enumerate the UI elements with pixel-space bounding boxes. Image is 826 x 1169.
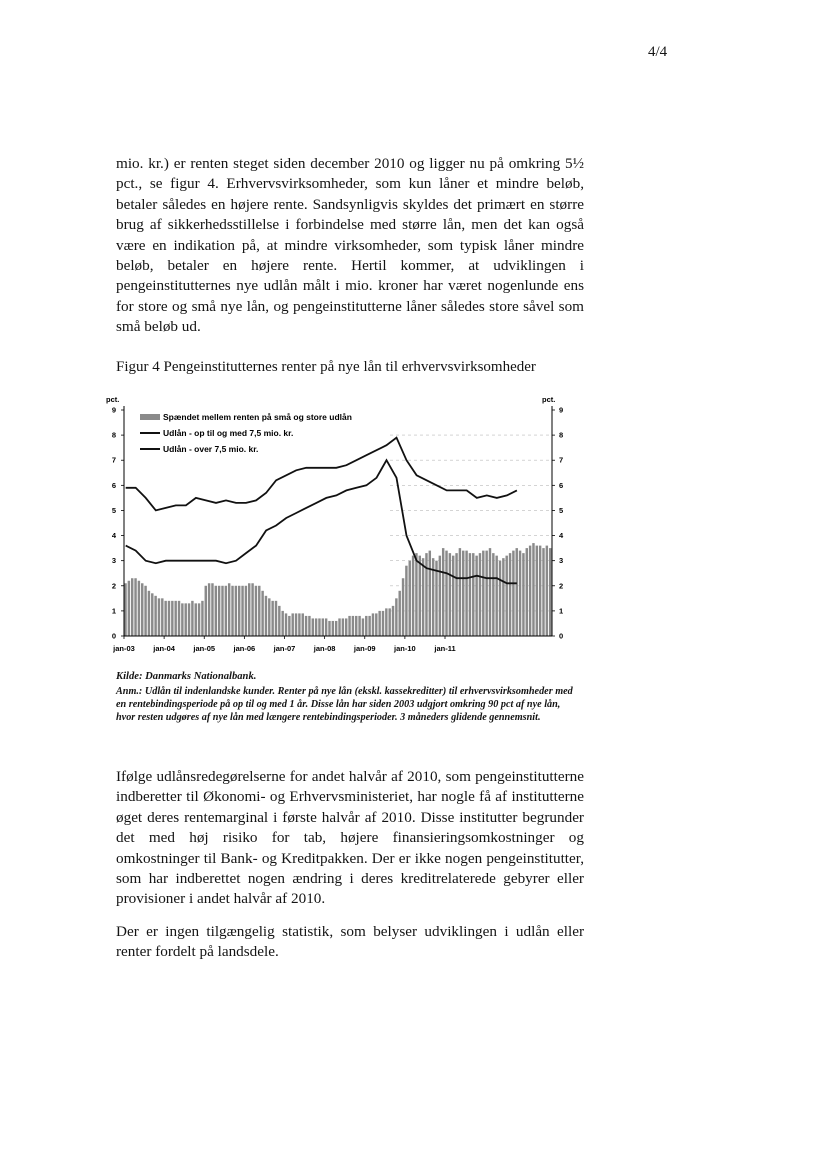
spread-bar <box>412 556 414 636</box>
x-tick-label: jan-07 <box>273 644 296 653</box>
spread-bar <box>382 611 384 636</box>
spread-bar <box>124 583 126 636</box>
x-tick-label: jan-11 <box>434 644 456 653</box>
x-tick-label: jan-03 <box>113 644 135 653</box>
spread-bar <box>141 583 143 636</box>
spread-bar <box>335 621 337 636</box>
spread-bar <box>271 601 273 636</box>
page-number: 4/4 <box>648 44 668 60</box>
spread-bar <box>161 598 163 636</box>
spread-bar <box>442 548 444 636</box>
spread-bar <box>489 548 491 636</box>
spread-bar <box>278 606 280 636</box>
spread-bar <box>241 586 243 636</box>
spread-bar <box>328 621 330 636</box>
spread-bar <box>291 613 293 636</box>
y-unit-left: pct. <box>106 395 120 404</box>
spread-bar <box>235 586 237 636</box>
spread-bar <box>395 598 397 636</box>
spread-bar <box>298 613 300 636</box>
spread-bar <box>465 551 467 636</box>
spread-bar <box>171 601 173 636</box>
spread-bar <box>429 551 431 636</box>
spread-bar <box>211 583 213 636</box>
spread-bar <box>355 616 357 636</box>
y-tick-label-right: 1 <box>559 606 564 616</box>
spread-bar <box>308 616 310 636</box>
spread-bar <box>546 546 548 636</box>
legend-label-small: Udlån - op til og med 7,5 mio. kr. <box>163 428 294 438</box>
spread-bar <box>285 613 287 636</box>
spread-bar <box>168 601 170 636</box>
spread-bar <box>151 593 153 636</box>
spread-bar <box>542 548 544 636</box>
spread-bar <box>472 553 474 636</box>
paragraph-regional-statistics: Der er ingen tilgængelig statistik, som belyser udviklingen i udlån eller renter fordelt på landsdele. <box>116 923 584 961</box>
spread-bar <box>505 556 507 636</box>
spread-bar <box>261 591 263 636</box>
spread-bar <box>228 583 230 636</box>
x-tick-label: jan-09 <box>353 644 376 653</box>
spread-bar <box>459 548 461 636</box>
y-tick-label-right: 3 <box>559 556 564 566</box>
spread-bar <box>495 556 497 636</box>
figure-note: Anm.: Udlån til indenlandske kunder. Renter på nye lån (ekskl. kassekreditter) til erhvervsvirksomheder med en rentebindingsperiode på op til og med 1 år. Disse lån har siden 2003 udgjort omkring 90 pct af nye lån, hvor resten udgøres af nye lån med længere rentebindingsperioder. 3 måneders glidende gennemsnit. <box>116 686 573 723</box>
legend-label-spread: Spændet mellem renten på små og store udlån <box>163 412 352 422</box>
spread-bar <box>358 616 360 636</box>
spread-bar <box>375 613 377 636</box>
spread-bar <box>221 586 223 636</box>
y-tick-label-right: 2 <box>559 581 564 591</box>
spread-bar <box>422 558 424 636</box>
y-tick-label-right: 4 <box>559 531 564 541</box>
spread-bar <box>402 578 404 636</box>
spread-bar <box>392 606 394 636</box>
spread-bar <box>502 558 504 636</box>
y-tick-label-right: 6 <box>559 480 564 490</box>
spread-bar <box>288 616 290 636</box>
spread-bar <box>342 618 344 636</box>
y-tick-label-left: 6 <box>111 480 116 490</box>
spread-bar <box>188 603 190 636</box>
figure-title: Figur 4 Pengeinstitutternes renter på nye lån til erhvervsvirksomheder <box>116 359 536 375</box>
y-tick-label-left: 4 <box>111 531 116 541</box>
spread-bar <box>479 553 481 636</box>
spread-bar <box>134 578 136 636</box>
spread-bar <box>265 596 267 636</box>
spread-bar <box>245 586 247 636</box>
y-tick-label-left: 5 <box>111 505 116 515</box>
spread-bar <box>492 553 494 636</box>
spread-bar <box>362 618 364 636</box>
spread-bar <box>195 603 197 636</box>
spread-bar <box>138 581 140 636</box>
chart-legend <box>140 412 352 454</box>
spread-bar <box>522 553 524 636</box>
spread-bar <box>174 601 176 636</box>
spread-bar <box>215 586 217 636</box>
y-tick-label-right: 8 <box>559 430 564 440</box>
spread-bar <box>131 578 133 636</box>
y-tick-label-left: 8 <box>111 430 116 440</box>
spread-bar <box>485 551 487 636</box>
interest-rate-chart <box>100 392 590 660</box>
spread-bar <box>368 616 370 636</box>
spread-bar <box>218 586 220 636</box>
spread-bar <box>509 553 511 636</box>
spread-bar <box>445 551 447 636</box>
spread-bar <box>275 601 277 636</box>
spread-bar <box>205 586 207 636</box>
spread-bar <box>231 586 233 636</box>
spread-bar <box>258 586 260 636</box>
spread-bar <box>455 553 457 636</box>
spread-bar <box>536 546 538 636</box>
spread-bar <box>322 618 324 636</box>
spread-bar <box>325 618 327 636</box>
spread-bar <box>201 601 203 636</box>
spread-bar <box>305 616 307 636</box>
spread-bar <box>178 601 180 636</box>
spread-bar <box>526 548 528 636</box>
spread-bar <box>378 611 380 636</box>
spread-bar <box>158 598 160 636</box>
spread-bar <box>385 608 387 636</box>
x-tick-label: jan-06 <box>233 644 256 653</box>
spread-bar <box>439 556 441 636</box>
spread-bar <box>312 618 314 636</box>
spread-bar <box>295 613 297 636</box>
y-tick-label-left: 1 <box>111 606 116 616</box>
spread-bar <box>462 551 464 636</box>
spread-bar <box>348 616 350 636</box>
spread-bar <box>154 596 156 636</box>
y-tick-label-right: 7 <box>559 455 564 465</box>
spread-bar <box>164 601 166 636</box>
spread-bar <box>251 583 253 636</box>
spread-bar <box>449 553 451 636</box>
paragraph-lending-reports: Ifølge udlånsredegørelserne for andet halvår af 2010, som pengeinstitutterne indberetter til Økonomi- og Erhvervsministeriet, har nogle få af institutterne øget deres rentemarginal i første halvår af 2010. Disse institutter begrunder det med høj risiko for tab, højere finansieringsomkostninger og omkostninger til Bank- og Kreditpakken. Der er ikke nogen pengeinstitutter, som har indberettet nogen ændring i deres kreditrelaterede gebyrer eller provisioner i andet halvår af 2010. <box>116 768 584 908</box>
spread-bar <box>281 611 283 636</box>
legend-label-large: Udlån - over 7,5 mio. kr. <box>163 444 259 454</box>
spread-bar <box>365 616 367 636</box>
x-tick-label: jan-10 <box>394 644 416 653</box>
y-tick-label-right: 0 <box>559 631 564 641</box>
spread-bar <box>435 561 437 636</box>
y-unit-right: pct. <box>542 395 556 404</box>
x-tick-label: jan-08 <box>313 644 336 653</box>
spread-bar <box>255 586 257 636</box>
spread-bar <box>198 603 200 636</box>
figure-source: Kilde: Danmarks Nationalbank. <box>116 671 257 682</box>
spread-bar <box>388 608 390 636</box>
spread-bar <box>208 583 210 636</box>
spread-bar <box>452 556 454 636</box>
spread-bar <box>469 553 471 636</box>
spread-bar <box>318 618 320 636</box>
spread-bar <box>345 618 347 636</box>
y-tick-label-right: 9 <box>559 405 564 415</box>
spread-bar <box>338 618 340 636</box>
spread-bar <box>372 613 374 636</box>
y-tick-label-right: 5 <box>559 505 564 515</box>
spread-bar <box>409 561 411 636</box>
spread-bar <box>238 586 240 636</box>
spread-bar <box>532 543 534 636</box>
spread-bar <box>519 551 521 636</box>
spread-bar <box>144 586 146 636</box>
spread-bar <box>482 551 484 636</box>
y-tick-label-left: 2 <box>111 581 116 591</box>
spread-bar <box>475 556 477 636</box>
spread-bar <box>419 556 421 636</box>
spread-bar <box>549 548 551 636</box>
spread-bar <box>184 603 186 636</box>
spread-bar <box>529 546 531 636</box>
spread-bar <box>248 583 250 636</box>
y-tick-label-left: 7 <box>111 455 116 465</box>
spread-bar <box>191 601 193 636</box>
spread-bar <box>405 566 407 636</box>
paragraph-intro: mio. kr.) er renten steget siden december 2010 og ligger nu på omkring 5½ pct., se figur 4. Erhvervsvirksomheder, som kun låner et mindre beløb, betaler således en højere rente. Sandsynligvis skyldes det primært en større brug af sikkerhedsstillelse i forbindelse med større lån, men det kan også være en indikation på, at mindre virksomheder, som typisk låner mindre beløb, betaler en højere rente. Hertil kommer, at udviklingen i pengeinstitutternes nye udlån målt i mio. kroner har været nogenlunde ens for store og små nye lån, og pengeinstitutterne låner således store såvel som små beløb ud. <box>116 155 584 336</box>
y-tick-label-left: 0 <box>111 631 116 641</box>
spread-bar <box>415 553 417 636</box>
spread-bar <box>398 591 400 636</box>
spread-bar <box>352 616 354 636</box>
x-tick-label: jan-04 <box>153 644 175 653</box>
y-tick-label-left: 9 <box>111 405 116 415</box>
spread-bar <box>516 548 518 636</box>
spread-bar <box>128 581 130 636</box>
line-large-loans <box>126 460 517 583</box>
y-tick-label-left: 3 <box>111 556 116 566</box>
spread-bar <box>512 551 514 636</box>
legend-swatch-spread <box>140 414 160 420</box>
spread-bar <box>181 603 183 636</box>
spread-bar <box>499 561 501 636</box>
spread-bar <box>225 586 227 636</box>
spread-bar <box>302 613 304 636</box>
spread-bar <box>268 598 270 636</box>
spread-bar <box>425 553 427 636</box>
spread-bars <box>124 543 551 636</box>
x-tick-label: jan-05 <box>193 644 216 653</box>
spread-bar <box>539 546 541 636</box>
spread-bar <box>315 618 317 636</box>
spread-bar <box>148 591 150 636</box>
spread-bar <box>332 621 334 636</box>
